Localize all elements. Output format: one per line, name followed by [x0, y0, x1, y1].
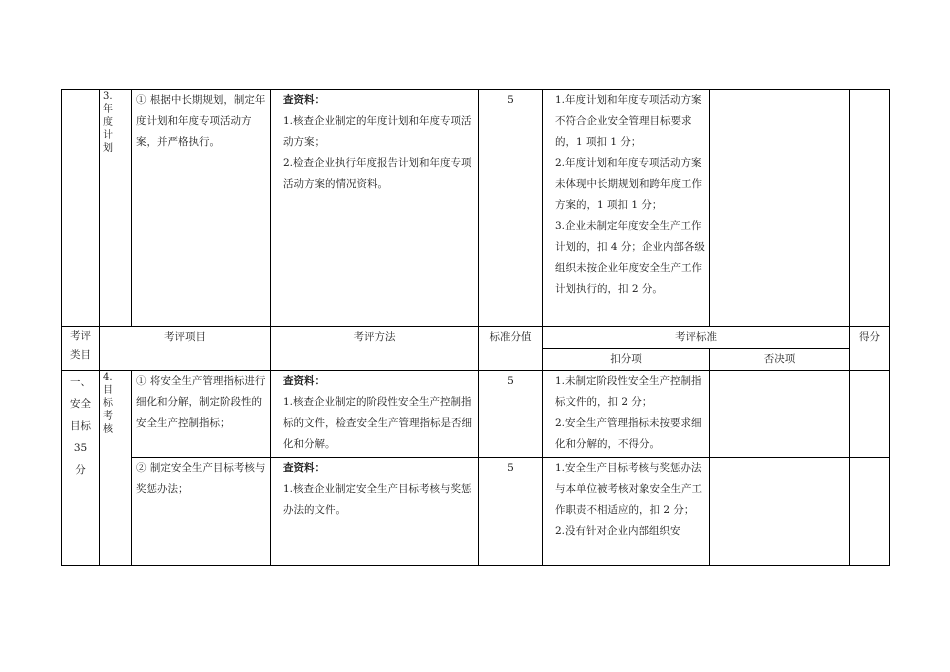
category-cell-empty: [62, 90, 100, 327]
deduct-line: 2.没有针对企业内部组织安: [555, 525, 681, 537]
standard-score-cell: [479, 458, 543, 566]
deduct-line: 3.企业未制定年度安全生产工作计划的，扣 4 分；企业内部各级组织未按企业年度安全生产工作计划执行的，扣 2 分。: [555, 220, 705, 295]
table-row-target-assess-2: [62, 458, 890, 566]
header-category: 考评类目: [62, 327, 100, 371]
method-line: 2.检查企业执行年度报告计划和年度专项活动方案的情况资料。: [283, 157, 472, 190]
standard-score-value: 5: [507, 94, 514, 106]
content-text: ① 根据中长期规划，制定年度计划和年度专项活动方案，并严格执行。: [136, 94, 266, 148]
table-row-annual-plan: [62, 90, 890, 327]
content-text: ② 制定安全生产目标考核与奖惩办法；: [136, 462, 266, 495]
veto-cell: [710, 371, 850, 458]
deduct-line: 1.未制定阶段性安全生产控制指标文件的，扣 2 分；: [555, 375, 702, 408]
method-line: 1.核查企业制定安全生产目标考核与奖惩办法的文件。: [283, 483, 472, 516]
item-char: 划: [103, 143, 113, 154]
method-heading: 查资料：: [283, 375, 325, 387]
deduct-cell: [543, 90, 710, 327]
category-cell: [62, 371, 100, 566]
deduct-cell: [543, 458, 710, 566]
standard-score-cell: [479, 90, 543, 327]
method-cell: [271, 90, 479, 327]
category-line: 35: [73, 442, 88, 454]
item-char: 考: [103, 411, 113, 422]
standard-score-cell: [479, 371, 543, 458]
content-cell: [132, 371, 271, 458]
item-char: 计: [103, 130, 113, 141]
item-char: 年: [103, 104, 113, 115]
category-line: 目标: [70, 420, 91, 432]
item-char: 度: [103, 117, 113, 128]
evaluation-table: [61, 89, 890, 566]
item-char: 目: [103, 385, 113, 396]
deduct-cell: [543, 371, 710, 458]
item-char: 标: [103, 398, 113, 409]
item-label-cell: [100, 90, 132, 327]
method-line: 1.核查企业制定的阶段性安全生产控制指标的文件，检查安全生产管理指标是否细化和分解。: [283, 396, 472, 450]
category-line: 分: [75, 464, 86, 476]
category-line: 一、: [70, 376, 91, 388]
score-cell: [850, 371, 890, 458]
content-cell: [132, 90, 271, 327]
score-cell: [850, 458, 890, 566]
deduct-line: 1.安全生产目标考核与奖惩办法与本单位被考核对象安全生产工作职责不相适应的，扣 2 分；: [555, 462, 702, 516]
content-text: ① 将安全生产管理指标进行细化和分解，制定阶段性的安全生产控制指标；: [136, 375, 266, 429]
method-heading: 查资料：: [283, 94, 325, 106]
header-standard-score: 标准分值: [479, 327, 543, 371]
item-number: 4.: [103, 372, 113, 383]
method-cell: [271, 458, 479, 566]
header-method: 考评方法: [271, 327, 479, 371]
standard-score-value: 5: [507, 462, 514, 474]
deduct-line: 2.年度计划和年度专项活动方案未体现中长期规划和跨年度工作方案的，1 项扣 1 分；: [555, 157, 702, 211]
deduct-line: 2.安全生产管理指标未按要求细化和分解的，不得分。: [555, 417, 702, 450]
header-deduct: 扣分项: [543, 349, 710, 371]
category-line: 安全: [70, 398, 91, 410]
veto-cell: [710, 458, 850, 566]
header-veto: 否决项: [710, 349, 850, 371]
method-heading: 查资料：: [283, 462, 325, 474]
table-row-target-assess-1: [62, 371, 890, 458]
score-cell: [850, 90, 890, 327]
header-criteria: 考评标准: [543, 327, 850, 349]
deduct-line: 1.年度计划和年度专项活动方案不符合企业安全管理目标要求的，1 项扣 1 分；: [555, 94, 702, 148]
method-cell: [271, 371, 479, 458]
standard-score-value: 5: [507, 375, 514, 387]
item-char: 核: [103, 424, 113, 435]
veto-cell: [710, 90, 850, 327]
header-row: [62, 327, 890, 349]
content-cell: [132, 458, 271, 566]
item-label-cell: [100, 371, 132, 566]
method-line: 1.核查企业制定的年度计划和年度专项活动方案；: [283, 115, 472, 148]
header-project: 考评项目: [100, 327, 271, 371]
header-score: 得分: [850, 327, 890, 371]
item-number: 3.: [103, 91, 113, 102]
